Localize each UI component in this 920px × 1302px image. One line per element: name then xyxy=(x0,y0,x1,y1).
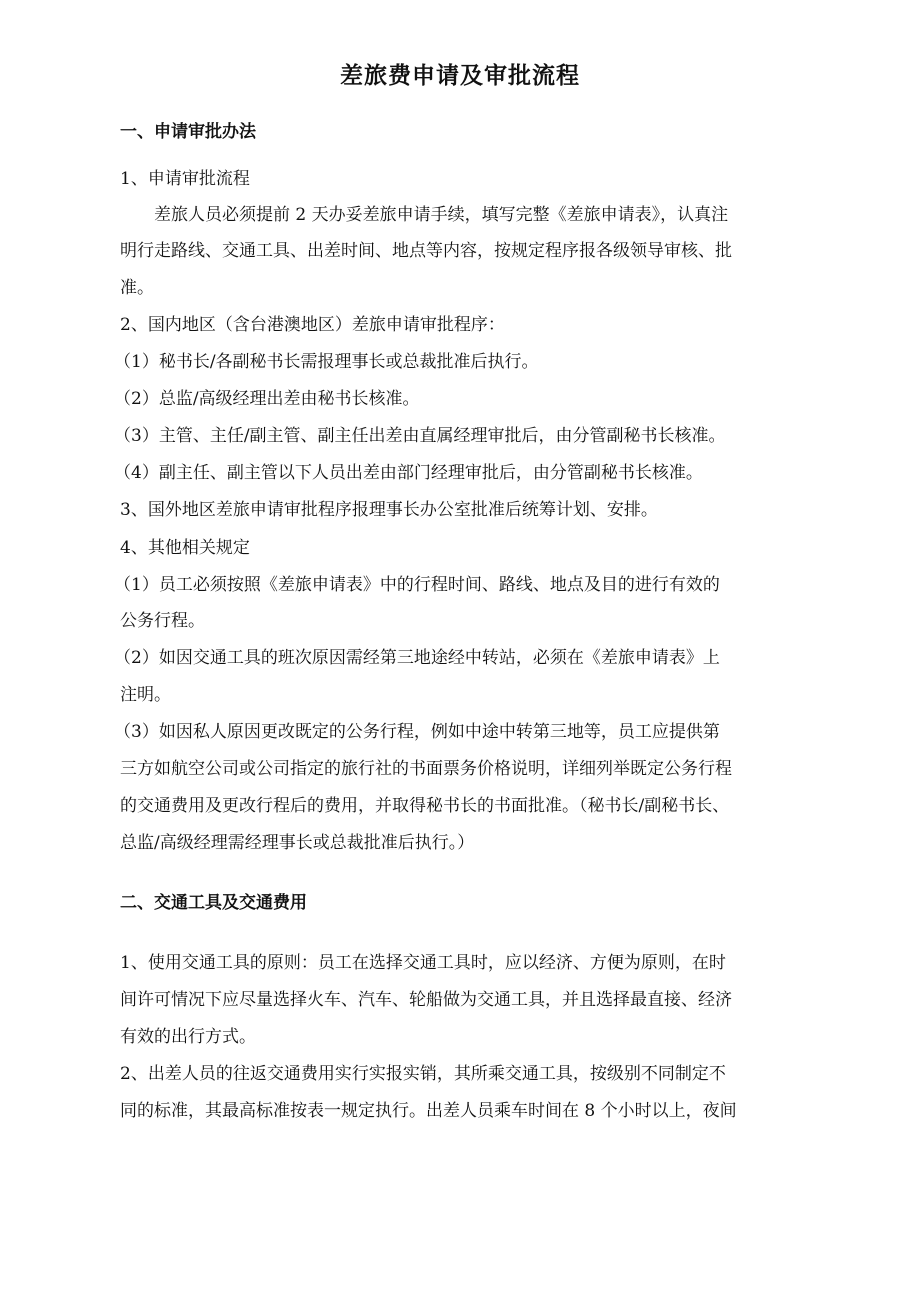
paragraph-line: 有效的出行方式。 xyxy=(120,1027,256,1047)
list-item: （1）秘书长/各副秘书长需报理事长或总裁批准后执行。 xyxy=(114,352,539,372)
item-3: 3、国外地区差旅申请审批程序报理事长办公室批准后统筹计划、安排。 xyxy=(120,500,658,520)
list-item: （2）总监/高级经理出差由秘书长核准。 xyxy=(114,389,420,409)
paragraph-line: 总监/高级经理需经理事长或总裁批准后执行。） xyxy=(120,833,475,853)
document-title: 差旅费申请及审批流程 xyxy=(340,62,580,89)
paragraph-line: （2）如因交通工具的班次原因需经第三地途经中转站，必须在《差旅申请表》上 xyxy=(114,648,720,668)
list-item: （4）副主任、副主管以下人员出差由部门经理审批后，由分管副秘书长核准。 xyxy=(114,463,703,483)
paragraph-line: （1）员工必须按照《差旅申请表》中的行程时间、路线、地点及目的进行有效的 xyxy=(114,575,720,595)
item-1-title: 1、申请审批流程 xyxy=(120,169,250,189)
section-heading-1: 一、申请审批办法 xyxy=(120,122,256,142)
paragraph-line: 注明。 xyxy=(120,685,171,705)
paragraph-line: 三方如航空公司或公司指定的旅行社的书面票务价格说明，详细列举既定公务行程 xyxy=(120,759,732,779)
paragraph-line: 同的标准，其最高标准按表一规定执行。出差人员乘车时间在 8 个小时以上，夜间 xyxy=(120,1101,737,1121)
item-2-title: 2、国内地区（含台港澳地区）差旅申请审批程序： xyxy=(120,315,505,335)
paragraph-line: 1、使用交通工具的原则：员工在选择交通工具时，应以经济、方便为原则，在时 xyxy=(120,953,726,973)
paragraph-line: 间许可情况下应尽量选择火车、汽车、轮船做为交通工具，并且选择最直接、经济 xyxy=(120,990,732,1010)
list-item: （3）主管、主任/副主管、副主任出差由直属经理审批后，由分管副秘书长核准。 xyxy=(114,426,726,446)
paragraph-line: 的交通费用及更改行程后的费用，并取得秘书长的书面批准。（秘书长/副秘书长、 xyxy=(120,796,730,816)
section-heading-2: 二、交通工具及交通费用 xyxy=(120,893,307,913)
paragraph-line: 准。 xyxy=(120,278,154,298)
item-4-title: 4、其他相关规定 xyxy=(120,538,250,558)
paragraph-line: （3）如因私人原因更改既定的公务行程，例如中途中转第三地等，员工应提供第 xyxy=(114,722,720,742)
paragraph-line: 公务行程。 xyxy=(120,611,205,631)
paragraph-line: 2、出差人员的往返交通费用实行实报实销，其所乘交通工具，按级别不同制定不 xyxy=(120,1064,726,1084)
paragraph-line: 明行走路线、交通工具、出差时间、地点等内容，按规定程序报各级领导审核、批 xyxy=(120,241,732,261)
paragraph-line: 差旅人员必须提前 2 天办妥差旅申请手续，填写完整《差旅申请表》，认真注 xyxy=(154,205,729,225)
